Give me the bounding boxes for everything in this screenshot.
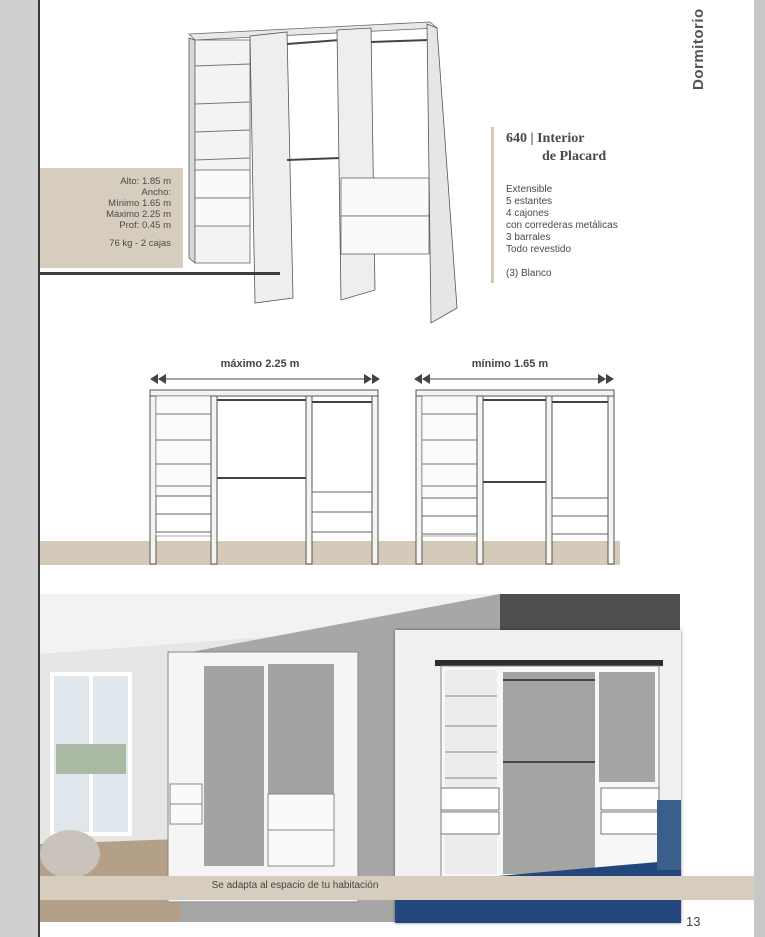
feature-item: con correderas metálicas <box>506 220 618 231</box>
product-title-line2: de Placard <box>542 149 607 164</box>
spec-alto: Alto: 1.85 m <box>120 176 171 187</box>
feature-item: Extensible <box>506 184 553 195</box>
max-width-arrow <box>150 373 380 385</box>
photo-caption: Se adapta al espacio de tu habitación <box>211 880 379 891</box>
feature-item: 3 barrales <box>506 232 551 243</box>
spec-box <box>40 168 183 268</box>
spec-ancho: Ancho: <box>141 187 171 198</box>
feature-list <box>506 184 686 256</box>
spec-prof: Prof: 0.45 m <box>119 220 171 231</box>
feature-item: 5 estantes <box>506 196 553 207</box>
product-title-line1: 640 | Interior <box>506 131 585 146</box>
section-title: Dormitorio <box>690 8 707 90</box>
page-number: 13 <box>686 914 701 929</box>
wardrobe-min-diagram <box>414 388 616 568</box>
product-info <box>506 130 686 279</box>
product-title <box>506 130 686 166</box>
wardrobe-max-diagram <box>148 388 380 568</box>
spec-maximo: Máximo 2.25 m <box>106 209 171 220</box>
info-accent-bar <box>491 127 494 283</box>
max-width-label: máximo 2.25 m <box>220 358 300 370</box>
spec-weight: 76 kg - 2 cajas <box>109 238 171 249</box>
bottom-beige-band <box>40 876 754 900</box>
spec-underline <box>40 272 280 275</box>
feature-item: Todo revestido <box>506 244 572 255</box>
spec-minimo: Mínimo 1.65 m <box>108 198 171 209</box>
min-width-label: mínimo 1.65 m <box>471 358 549 370</box>
right-margin <box>754 0 765 937</box>
feature-item: 4 cajones <box>506 208 549 219</box>
product-main-image <box>175 18 465 338</box>
color-option: (3) Blanco <box>506 268 552 279</box>
min-width-arrow <box>414 373 614 385</box>
